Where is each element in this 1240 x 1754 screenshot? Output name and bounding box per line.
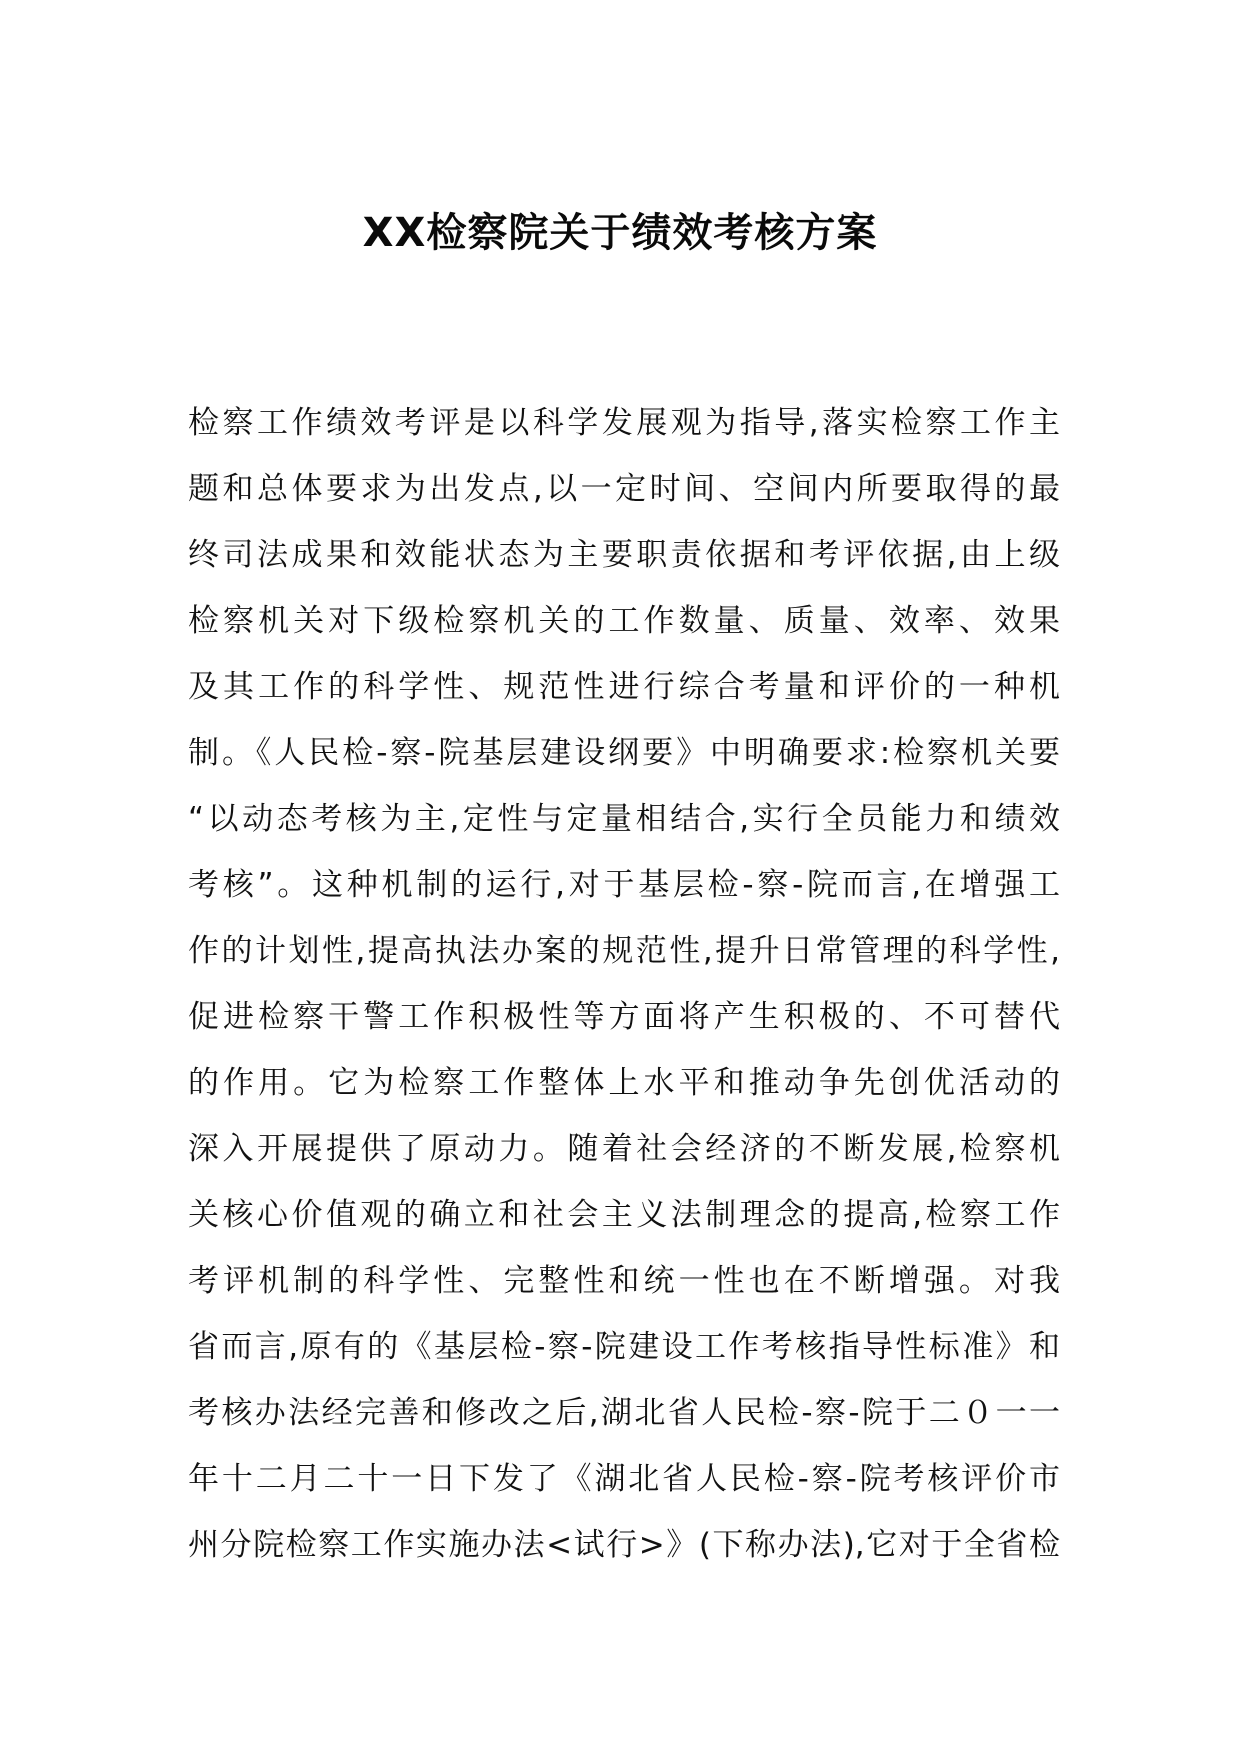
paragraph-line: 及其工作的科学性、规范性进行综合考量和评价的一种机 xyxy=(188,669,1060,705)
paragraph-line: 考评机制的科学性、完整性和统一性也在不断增强。对我 xyxy=(188,1263,1060,1299)
paragraph-line: 州分院检察工作实施办法<试行>》(下称办法),它对于全省检 xyxy=(188,1527,1060,1563)
document-title: XX检察院关于绩效考核方案 xyxy=(362,210,878,256)
paragraph-line: 制。《人民检-察-院基层建设纲要》中明确要求:检察机关要 xyxy=(188,735,1060,771)
paragraph-line: 年十二月二十一日下发了《湖北省人民检-察-院考核评价市 xyxy=(188,1461,1060,1497)
paragraph-line: 的作用。它为检察工作整体上水平和推动争先创优活动的 xyxy=(188,1065,1060,1101)
paragraph-line: 深入开展提供了原动力。随着社会经济的不断发展,检察机 xyxy=(188,1131,1060,1167)
paragraph-line: “以动态考核为主,定性与定量相结合,实行全员能力和绩效 xyxy=(188,801,1060,837)
paragraph-line: 关核心价值观的确立和社会主义法制理念的提高,检察工作 xyxy=(188,1197,1060,1233)
paragraph-line: 题和总体要求为出发点,以一定时间、空间内所要取得的最 xyxy=(188,471,1060,507)
paragraph-line: 考核办法经完善和修改之后,湖北省人民检-察-院于二０一一 xyxy=(188,1395,1060,1431)
paragraph-line: 省而言,原有的《基层检-察-院建设工作考核指导性标准》和 xyxy=(188,1329,1060,1365)
paragraph-line: 终司法成果和效能状态为主要职责依据和考评依据,由上级 xyxy=(188,537,1060,573)
paragraph-line: 考核”。这种机制的运行,对于基层检-察-院而言,在增强工 xyxy=(188,867,1060,903)
paragraph-line: 作的计划性,提高执法办案的规范性,提升日常管理的科学性, xyxy=(188,933,1060,969)
paragraph-line: 检察工作绩效考评是以科学发展观为指导,落实检察工作主 xyxy=(188,405,1060,441)
paragraph-line: 促进检察干警工作积极性等方面将产生积极的、不可替代 xyxy=(188,999,1060,1035)
document-body xyxy=(188,390,1060,1578)
paragraph-line: 检察机关对下级检察机关的工作数量、质量、效率、效果 xyxy=(188,603,1060,639)
